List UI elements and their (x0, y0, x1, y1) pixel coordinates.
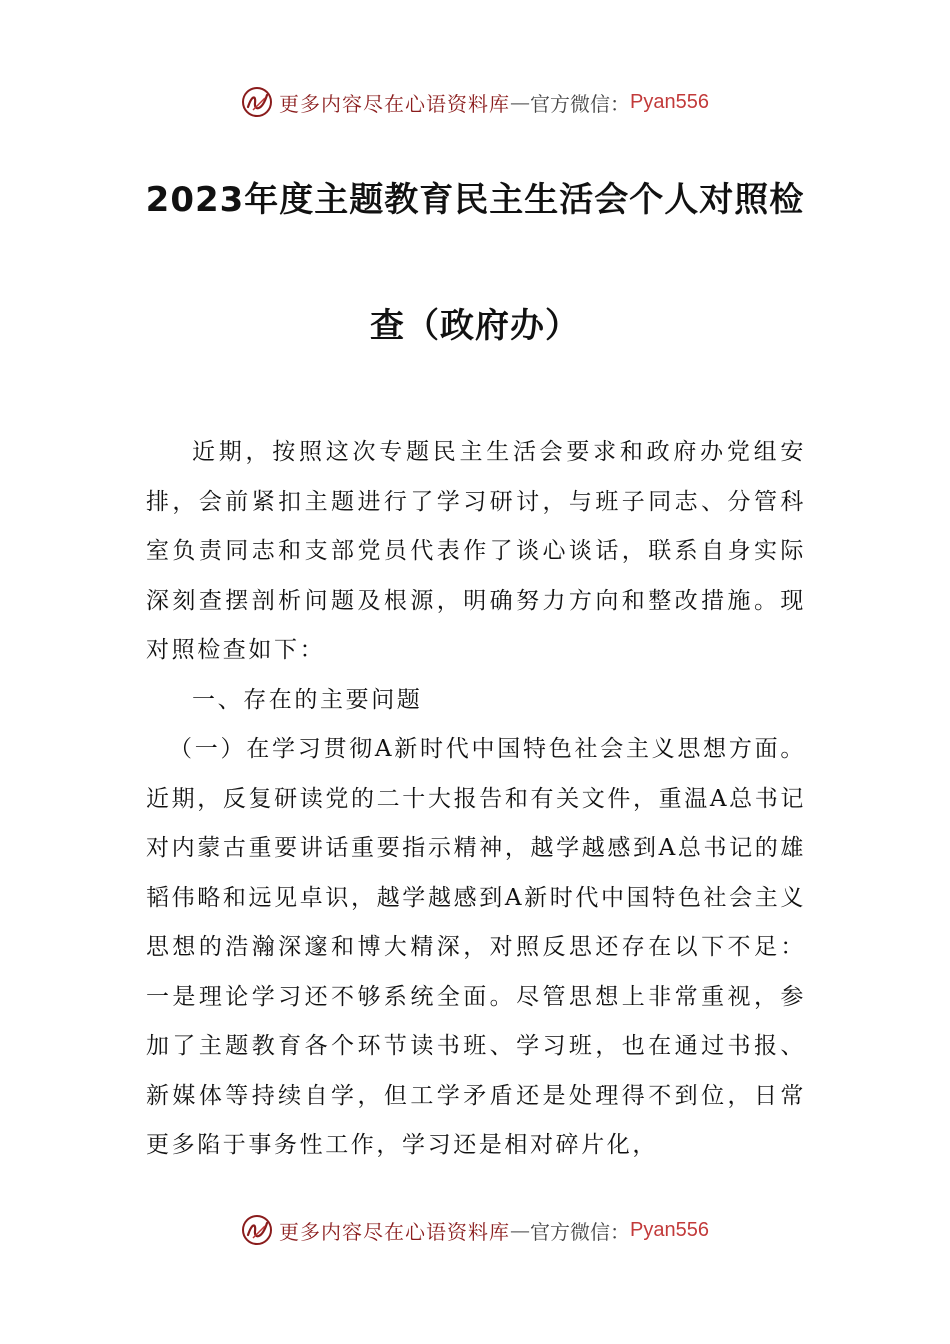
document-title-line-1: 2023年度主题教育民主生活会个人对照检 (145, 180, 805, 220)
banner-separator: — (510, 1218, 531, 1242)
banner-text: 更多内容尽在心语资料库 (279, 1219, 511, 1244)
banner-wechat-label: 官方微信： (530, 91, 631, 116)
section-heading: 一、存在的主要问题 (192, 686, 423, 713)
banner-wechat-id: Pyan556 (630, 90, 709, 113)
document-body (146, 428, 806, 1171)
banner-text: 更多内容尽在心语资料库 (279, 91, 511, 116)
header-watermark-banner (0, 82, 950, 122)
subsection-paragraph: （一）在学习贯彻A新时代中国特色社会主义思想方面。近期，反复研读党的二十大报告和有关文件，重温A总书记对内蒙古重要讲话重要指示精神，越学越感到A总书记的雄韬伟略和远见卓识，越学越感到A新时代中国特色社会主义思想的浩瀚深邃和博大精深，对照反思还存在以下不足：一是理论学习还不够系统全面。尽管思想上非常重视，参加了主题教育各个环节读书班、学习班，也在通过书报、新媒体等持续自学，但工学矛盾还是处理得不到位，日常更多陷于事务性工作，学习还是相对碎片化， (146, 736, 806, 1158)
banner-wechat-id: Pyan556 (630, 1218, 709, 1241)
intro-paragraph: 近期，按照这次专题民主生活会要求和政府办党组安排，会前紧扣主题进行了学习研讨，与班子同志、分管科室负责同志和支部党员代表作了谈心谈话，联系自身实际深刻查摆剖析问题及根源，明确努力方向和整改措施。现对照检查如下： (146, 439, 806, 663)
footer-watermark-banner (0, 1210, 950, 1250)
signature-logo-icon (241, 1214, 273, 1246)
document-title-line-2: 查（政府办） (370, 306, 580, 346)
signature-logo-icon (241, 86, 273, 118)
banner-separator: — (510, 90, 531, 114)
banner-wechat-label: 官方微信： (530, 1219, 631, 1244)
